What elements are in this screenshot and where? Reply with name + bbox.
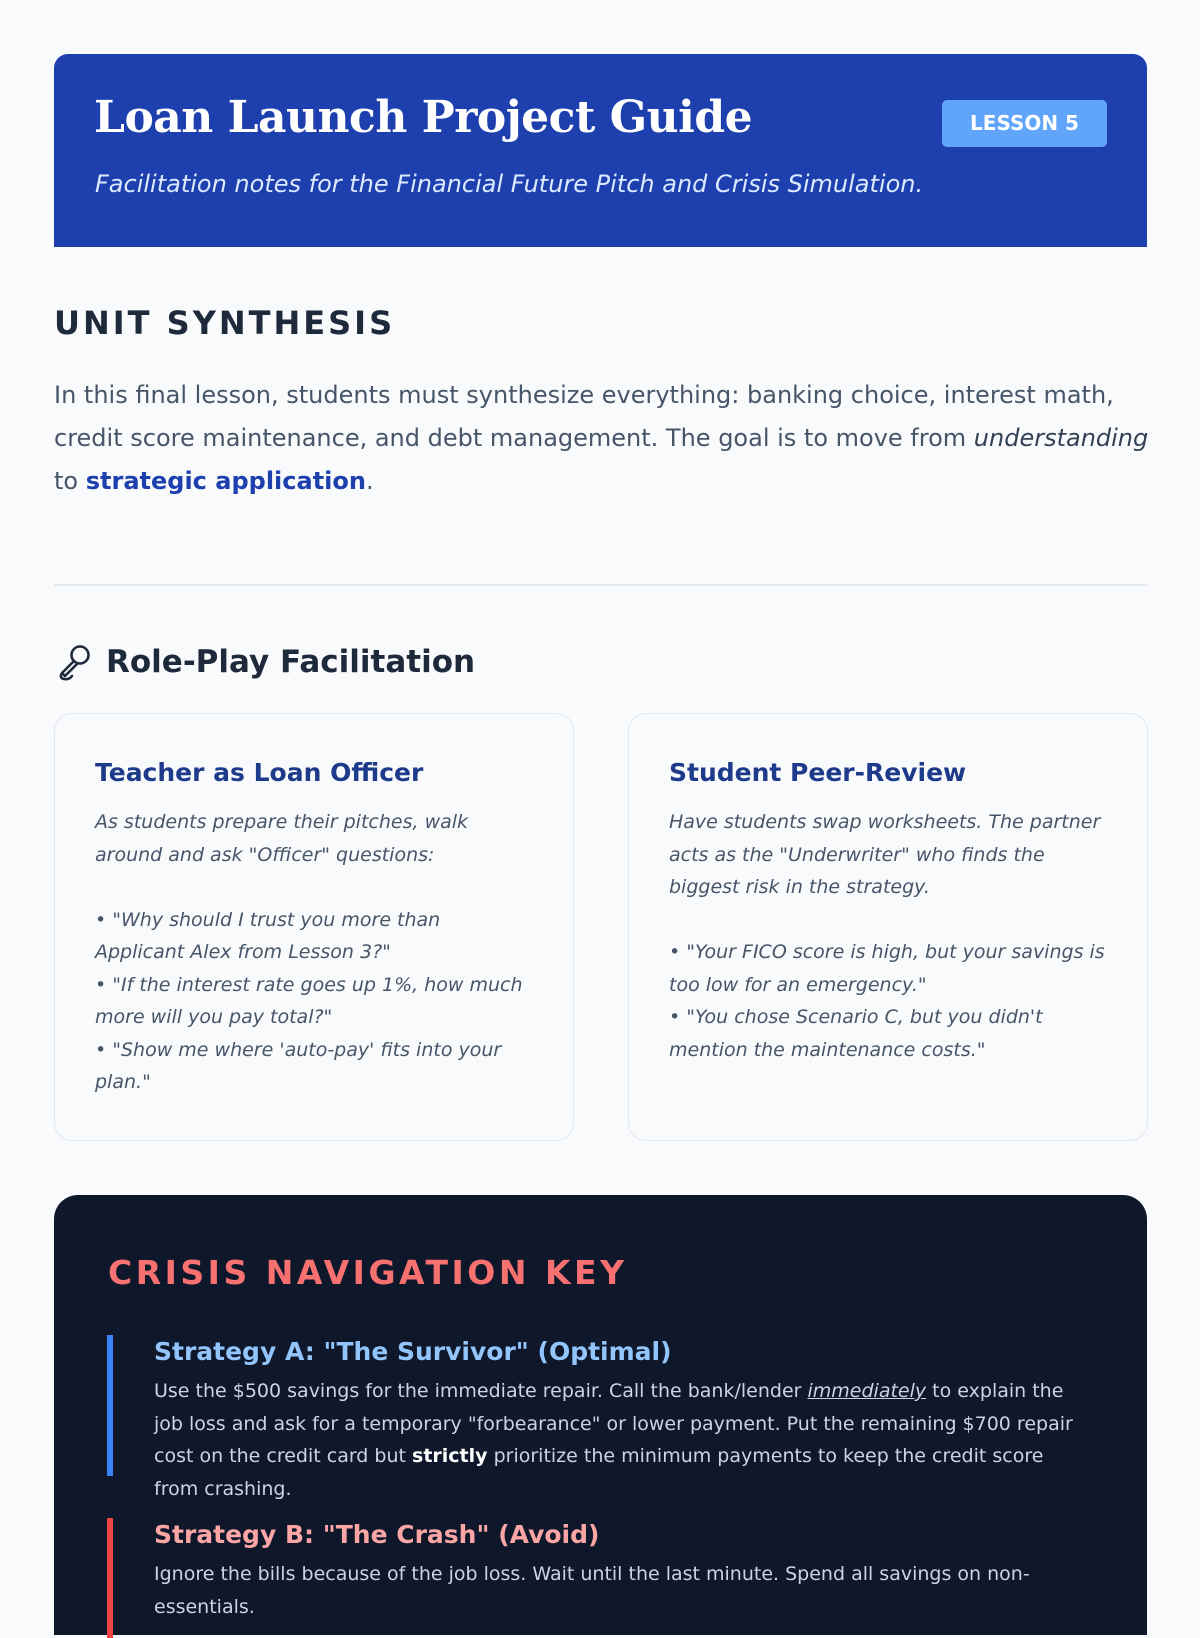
strategy-title: Strategy A: "The Survivor" (Optimal) bbox=[154, 1337, 672, 1366]
strategy-body bbox=[154, 1375, 1084, 1505]
page-subtitle: Facilitation notes for the Financial Future Pitch and Crisis Simulation. bbox=[95, 170, 924, 198]
spacer bbox=[95, 871, 535, 904]
list-item: • "Why should I trust you more than Applicant Alex from Lesson 3?" bbox=[95, 908, 441, 963]
card-intro: As students prepare their pitches, walk around and ask "Officer" questions: bbox=[95, 811, 469, 866]
strategy-title: Strategy B: "The Crash" (Avoid) bbox=[154, 1520, 600, 1549]
unit-synthesis-heading: UNIT SYNTHESIS bbox=[54, 304, 396, 342]
page-title: Loan Launch Project Guide bbox=[94, 92, 753, 143]
card-title: Teacher as Loan Officer bbox=[95, 758, 424, 787]
list-item: • "Show me where 'auto-pay' fits into your plan." bbox=[95, 1038, 502, 1093]
strategy-accent-bar bbox=[107, 1335, 113, 1476]
synthesis-strong: strategic application bbox=[85, 467, 366, 495]
role-play-heading bbox=[56, 640, 475, 684]
card-title: Student Peer-Review bbox=[669, 758, 967, 787]
unit-synthesis-paragraph bbox=[54, 374, 1154, 503]
role-play-title: Role-Play Facilitation bbox=[106, 644, 476, 680]
synthesis-text-3: . bbox=[365, 467, 374, 495]
strategy-text-2: to explain the job loss and ask for a temporary "forbearance" or lower payment. Put the remaining $700 repair cost on the credit card but bbox=[154, 1380, 1073, 1467]
microphone-icon bbox=[56, 642, 94, 682]
strategy-text-1: Ignore the bills because of the job loss. Wait until the last minute. Spend all savings on non-essentials. bbox=[154, 1563, 1030, 1618]
strategy-emphasis: immediately bbox=[807, 1380, 927, 1402]
lesson-badge: LESSON 5 bbox=[942, 100, 1107, 147]
card-body bbox=[669, 806, 1109, 1066]
page-header bbox=[54, 54, 1147, 247]
strategy-body bbox=[154, 1558, 1084, 1623]
strategy-text-3: prioritize the minimum payments to keep the credit score from crashing. bbox=[154, 1445, 1044, 1500]
spacer bbox=[669, 904, 1109, 937]
strategy-accent-bar bbox=[107, 1518, 113, 1638]
card-student-peer-review bbox=[628, 713, 1148, 1141]
card-teacher-loan-officer bbox=[54, 713, 574, 1141]
list-item: • "Your FICO score is high, but your savings is too low for an emergency." bbox=[669, 941, 1105, 996]
synthesis-text-1: In this final lesson, students must synthesize everything: banking choice, interest math, credit score maintenance, and debt management. The goal is to move from bbox=[54, 381, 1114, 452]
list-item: • "You chose Scenario C, but you didn't mention the maintenance costs." bbox=[669, 1006, 1043, 1061]
synthesis-emphasis: understanding bbox=[973, 424, 1149, 452]
crisis-navigation-panel bbox=[54, 1195, 1147, 1635]
card-intro: Have students swap worksheets. The partner acts as the "Underwriter" who finds the biggest risk in the strategy. bbox=[669, 811, 1101, 898]
section-divider bbox=[54, 584, 1147, 586]
synthesis-text-2: to bbox=[54, 467, 86, 495]
list-item: • "If the interest rate goes up 1%, how much more will you pay total?" bbox=[95, 973, 523, 1028]
card-body bbox=[95, 806, 535, 1099]
strategy-text-1: Use the $500 savings for the immediate repair. Call the bank/lender bbox=[154, 1380, 808, 1402]
strategy-strong: strictly bbox=[412, 1445, 488, 1467]
crisis-heading: CRISIS NAVIGATION KEY bbox=[108, 1253, 628, 1292]
